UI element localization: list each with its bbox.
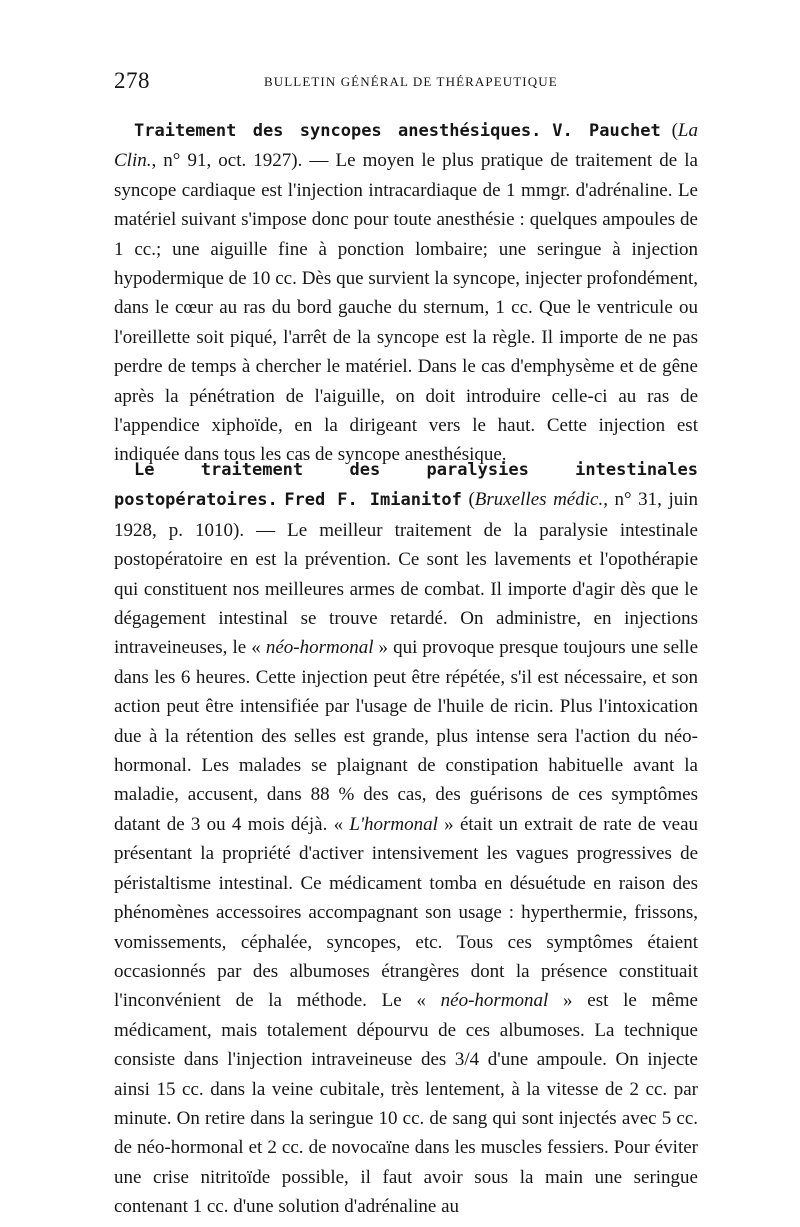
drug-term: néo-hormonal [265, 637, 374, 659]
article-title: Le traitement des paralysies intestinales postopératoires. [114, 460, 698, 511]
drug-term: L'hormonal [349, 813, 438, 835]
article-body: Le moyen le plus pratique de traitement de la syncope cardiaque est l'injection intracardiaque de 1 mmgr. d'adrénaline. Le matériel suivant s'impose donc pour toute anesthésie : quelques ampoules de 1 cc.; une aiguille fine à ponction lombaire; une seringue à injection hypodermique de 10 cc. Dès que survient la syncope, injecter profondément, dans le cœur au ras du bord gauche du sternum, 1 cc. Que le ventricule ou l'oreillette soit piqué, l'arrêt de la syncope est la règle. Il importe de ne pas perdre de temps à chercher le matériel. Dans le cas d'emphysème et de gêne après la pénétration de l'aiguille, on doit introduire celle-ci au ras de l'appendice xiphoïde, en la dirigeant vers le haut. Cette injection est indiquée dans tous les cas de syncope anesthésique. [114, 150, 698, 466]
article-body-part: » est le même médicament, mais totalement dépourvu de ces albumoses. La technique consiste dans l'injection intraveineuse des 3/4 d'une ampoule. On injecte ainsi 15 cc. dans la veine cubitale, très lentement, à la vitesse de 2 cc. par minute. On retire dans la seringue 10 cc. de sang qui sont injectés avec 5 cc. de néo-hormonal et 2 cc. de novocaïne dans les muscles fessiers. Pour éviter une crise nitritoïde possible, il faut avoir sous la main une seringue contenant 1 cc. d'une solution d'adrénaline au [114, 990, 698, 1218]
source-open: ( [660, 120, 678, 141]
article-body-part: » qui provoque presque toujours une selle dans les 6 heures. Cette injection peut être répétée, s'il est nécessaire, et son action peut être intensifiée par l'usage de l'huile de ricin. Plus l'intoxication due à la rétention des selles est grande, plus intense sera l'action du néo-hormonal. Les malades se plaignant de constipation habituelle avant la maladie, accusent, dans 88 % des cas, des guérisons de ces symptômes datant de 3 ou 4 mois déjà. « [114, 637, 698, 835]
article-title: Traitement des syncopes anesthésiques. [134, 121, 542, 141]
article-paragraph [114, 455, 698, 1222]
page-header [114, 66, 698, 96]
journal-name: La Clin. [114, 120, 698, 172]
article-syncopes [114, 116, 698, 470]
article-paragraph [114, 116, 698, 470]
article-body-part: Le meilleur traitement de la paralysie intestinale postopératoire en est la prévention. Ce sont les lavements et l'opothérapie qui constituent nos meilleures armes de combat. Il importe d'agir dès que le dégagement intestinal se trouve retardé. On administre, en injections intraveineuses, le « [114, 519, 698, 659]
citation: , n° 91, oct. 1927). — [151, 150, 336, 172]
journal-name: Bruxelles médic. [474, 489, 604, 511]
citation: , n° 31, juin 1928, p. 1010). — [114, 489, 698, 541]
article-author: Fred F. Imianitof [284, 490, 462, 511]
drug-term: néo-hormonal [440, 990, 549, 1012]
running-title: BULLETIN GÉNÉRAL DE THÉRAPEUTIQUE [264, 74, 558, 89]
article-body-part: » était un extrait de rate de veau présentant la propriété d'activer intensivement les vagues progressives de péristaltisme intestinal. Ce médicament tomba en désuétude en raison des phénomènes accessoires accompagnant son usage : hyperthermie, frissons, vomissements, céphalée, syncopes, etc. Tous ces symptômes étaient occasionnés par des albumoses étrangères dont la présence constituait l'inconvénient de la méthode. Le « [114, 813, 698, 1012]
article-paralysies [114, 455, 698, 1222]
source-open: ( [461, 489, 475, 511]
article-author: V. Pauchet [552, 121, 661, 141]
page-number: 278 [114, 68, 150, 93]
